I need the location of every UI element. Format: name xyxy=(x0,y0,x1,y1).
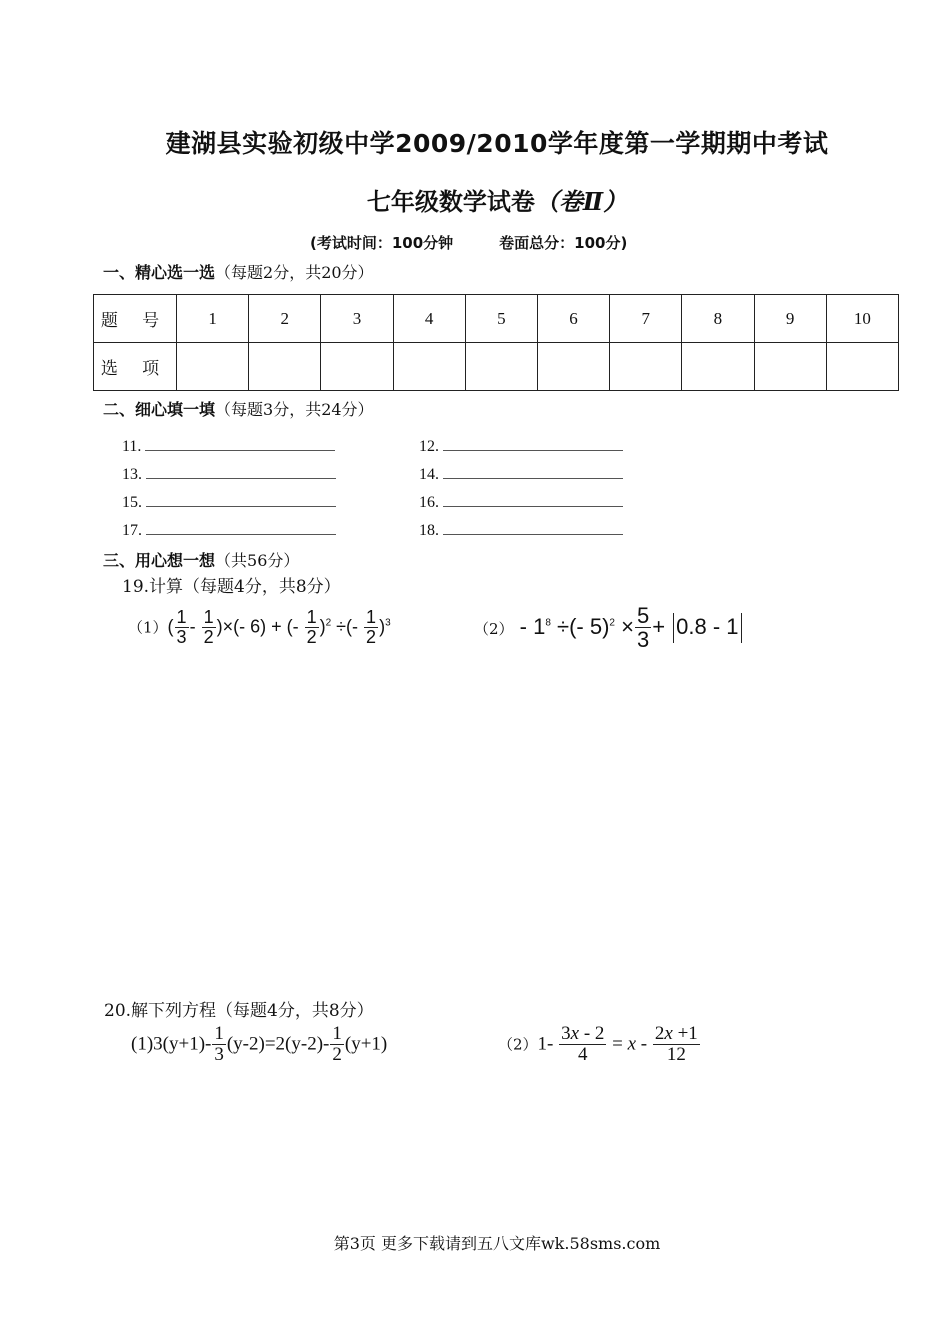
answer-cell[interactable] xyxy=(754,343,826,391)
blank-13 xyxy=(122,464,336,484)
question-number: 7 xyxy=(610,295,682,343)
question-number: 1 xyxy=(177,295,249,343)
blank-12 xyxy=(419,436,623,456)
blank-17 xyxy=(122,520,336,540)
row-label-option: 选 项 xyxy=(94,343,177,391)
answer-line[interactable] xyxy=(443,436,623,451)
blank-number: 12. xyxy=(419,438,439,455)
exam-info xyxy=(310,232,627,253)
answer-line[interactable] xyxy=(146,492,336,507)
question-20: 20.解下列方程（每题4分，共8分） xyxy=(104,1001,374,1021)
blank-14 xyxy=(419,464,623,484)
q19-part2-label: （2） xyxy=(474,619,514,638)
q20-part1-label: (1) xyxy=(131,1033,154,1055)
answer-cell[interactable] xyxy=(393,343,465,391)
fraction: $\frac{3x - 2}{4}$ xyxy=(561,1023,605,1065)
q20-formula-2: （2）1- $\frac{3x - 2}{4}$ = x - $\frac{2x +1}{12}$ xyxy=(498,1023,698,1065)
fraction: $\frac{1}{2}$ xyxy=(366,607,377,647)
blank-15 xyxy=(122,492,336,512)
question-number: 3 xyxy=(321,295,393,343)
answer-cell[interactable] xyxy=(610,343,682,391)
q19-formula-1: （1）( $\frac{1}{3}$ - $\frac{1}{2}$ )×(- 6) + (- $\frac{1}{2}$ )$^2$ ÷(- $\frac{1}{2}$ )$^3$ xyxy=(128,607,391,647)
answer-cell[interactable] xyxy=(465,343,537,391)
blank-18 xyxy=(419,520,623,540)
answer-line[interactable] xyxy=(145,436,335,451)
exam-time: (考试时间：100分钟 xyxy=(310,234,454,252)
question-number: 5 xyxy=(465,295,537,343)
question-number: 9 xyxy=(754,295,826,343)
fraction: $\frac{1}{3}$ xyxy=(214,1023,224,1065)
table-row-numbers xyxy=(94,295,899,343)
fraction: $\frac{1}{3}$ xyxy=(176,607,187,647)
subtitle-paren: （卷Ⅱ） xyxy=(534,187,628,216)
section3-note: （共56分） xyxy=(215,551,300,570)
answer-line[interactable] xyxy=(146,520,336,535)
blank-16 xyxy=(419,492,623,512)
subtitle-text: 七年级数学试卷 xyxy=(366,188,535,216)
table-row-answers xyxy=(94,343,899,391)
answer-cell[interactable] xyxy=(249,343,321,391)
blank-number: 15. xyxy=(122,494,142,511)
blank-number: 18. xyxy=(419,522,439,539)
q20-formula-1: (1)3(y+1)- $\frac{1}{3}$ (y-2)=2(y-2)- $\frac{1}{2}$ (y+1) xyxy=(131,1023,388,1065)
answer-line[interactable] xyxy=(443,464,623,479)
question-number: 6 xyxy=(537,295,609,343)
section1-note: （每题2分，共20分） xyxy=(215,263,374,282)
blank-number: 16. xyxy=(419,494,439,511)
answer-cell[interactable] xyxy=(177,343,249,391)
exam-score: 卷面总分：100分) xyxy=(499,234,628,252)
exam-subtitle xyxy=(0,182,950,217)
q19-formula-2: $(2) - 1^8$ ÷(- 5)$^2$ × $\frac{5}{3}$ + 0.8 - 1 xyxy=(474,604,744,652)
answer-line[interactable] xyxy=(443,492,623,507)
section1-title: 一、精心选一选 xyxy=(103,263,216,282)
answer-cell[interactable] xyxy=(321,343,393,391)
blank-11 xyxy=(122,436,335,456)
fraction: $\frac{2x +1}{12}$ xyxy=(654,1023,698,1065)
question-number: 4 xyxy=(393,295,465,343)
answer-cell[interactable] xyxy=(537,343,609,391)
answer-table xyxy=(93,294,899,391)
question-number: 2 xyxy=(249,295,321,343)
section3-heading xyxy=(103,548,299,571)
q19-part1-label: （1） xyxy=(128,618,168,637)
question-number: 8 xyxy=(682,295,754,343)
fraction: $\frac{5}{3}$ xyxy=(636,603,650,653)
abs-bar xyxy=(673,613,674,643)
answer-cell[interactable] xyxy=(826,343,898,391)
section2-note: （每题3分，共24分） xyxy=(215,400,374,419)
question-number: 10 xyxy=(826,295,898,343)
section2-heading xyxy=(103,397,374,420)
question-19: 19.计算（每题4分，共8分） xyxy=(122,577,341,597)
answer-cell[interactable] xyxy=(682,343,754,391)
blank-number: 11. xyxy=(122,438,142,455)
exam-title: 建湖县实验初级中学2009/2010学年度第一学期期中考试 xyxy=(165,129,829,158)
answer-line[interactable] xyxy=(146,464,336,479)
blank-number: 14. xyxy=(419,466,439,483)
section1-heading xyxy=(103,260,374,283)
page-footer: 第3页 更多下载请到五八文库wk.58sms.com xyxy=(333,1234,661,1253)
fraction: $\frac{1}{2}$ xyxy=(306,607,317,647)
row-label-number: 题 号 xyxy=(94,295,177,343)
q20-part2-label: （2） xyxy=(498,1035,538,1054)
section2-title: 二、细心填一填 xyxy=(103,400,216,419)
fraction: $\frac{1}{2}$ xyxy=(332,1023,342,1065)
fraction: $\frac{1}{2}$ xyxy=(203,607,214,647)
abs-bar xyxy=(741,613,742,643)
blank-number: 17. xyxy=(122,522,142,539)
answer-line[interactable] xyxy=(443,520,623,535)
section3-title: 三、用心想一想 xyxy=(103,551,216,570)
blank-number: 13. xyxy=(122,466,142,483)
